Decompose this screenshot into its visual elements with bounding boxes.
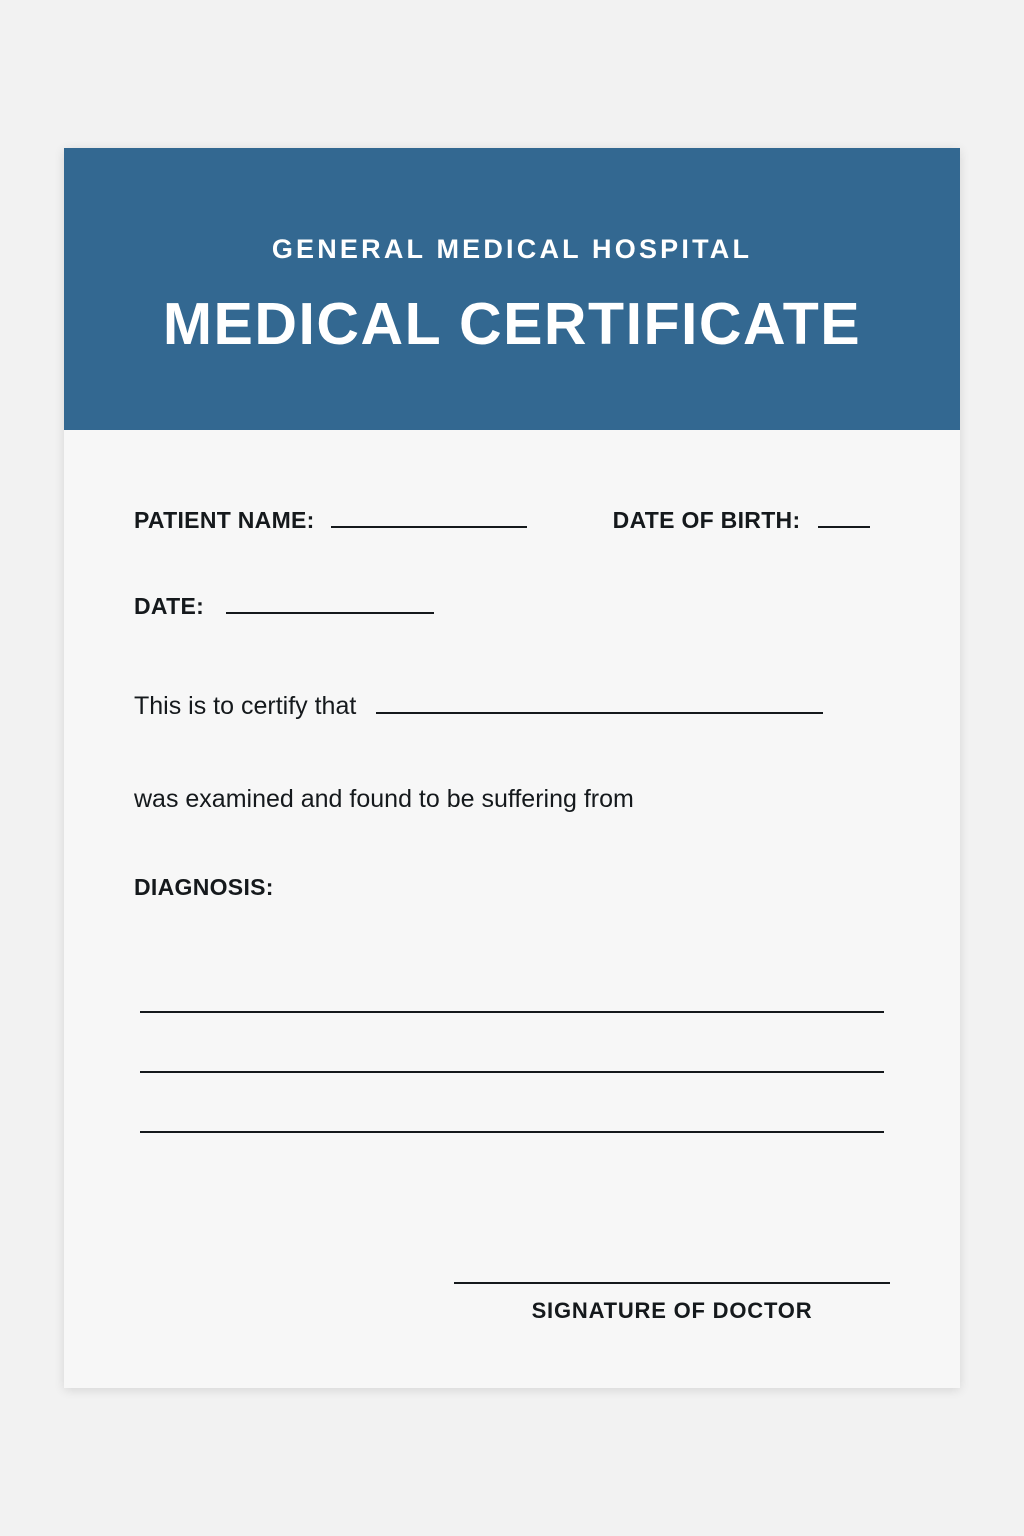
date-row bbox=[134, 590, 890, 620]
patient-name-label: PATIENT NAME: bbox=[134, 507, 315, 533]
date-of-birth-label: DATE OF BIRTH: bbox=[612, 507, 801, 533]
signature-block bbox=[454, 1282, 890, 1324]
diagnosis-line-2[interactable] bbox=[140, 1013, 884, 1073]
date-of-birth-group bbox=[613, 504, 871, 534]
patient-name-input[interactable] bbox=[331, 504, 527, 528]
examined-text: was examined and found to be suffering from bbox=[134, 785, 634, 813]
certify-name-input[interactable] bbox=[376, 690, 823, 714]
signature-input[interactable] bbox=[454, 1282, 890, 1284]
date-of-birth-input[interactable] bbox=[818, 504, 870, 528]
certificate-header bbox=[64, 148, 960, 430]
certify-text: This is to certify that bbox=[134, 692, 357, 720]
date-input[interactable] bbox=[226, 590, 434, 614]
diagnosis-lines bbox=[134, 953, 890, 1133]
diagnosis-line-1[interactable] bbox=[140, 953, 884, 1013]
page-title: MEDICAL CERTIFICATE bbox=[162, 291, 862, 357]
signature-label: SIGNATURE OF DOCTOR bbox=[531, 1298, 813, 1323]
date-label: DATE: bbox=[134, 593, 205, 619]
patient-info-row bbox=[134, 504, 890, 534]
diagnosis-line-3[interactable] bbox=[140, 1073, 884, 1133]
certificate-body bbox=[64, 504, 960, 1462]
diagnosis-label: DIAGNOSIS: bbox=[134, 874, 274, 900]
hospital-name: GENERAL MEDICAL HOSPITAL bbox=[271, 234, 753, 264]
certify-row bbox=[134, 690, 890, 721]
certificate-page bbox=[64, 148, 960, 1388]
